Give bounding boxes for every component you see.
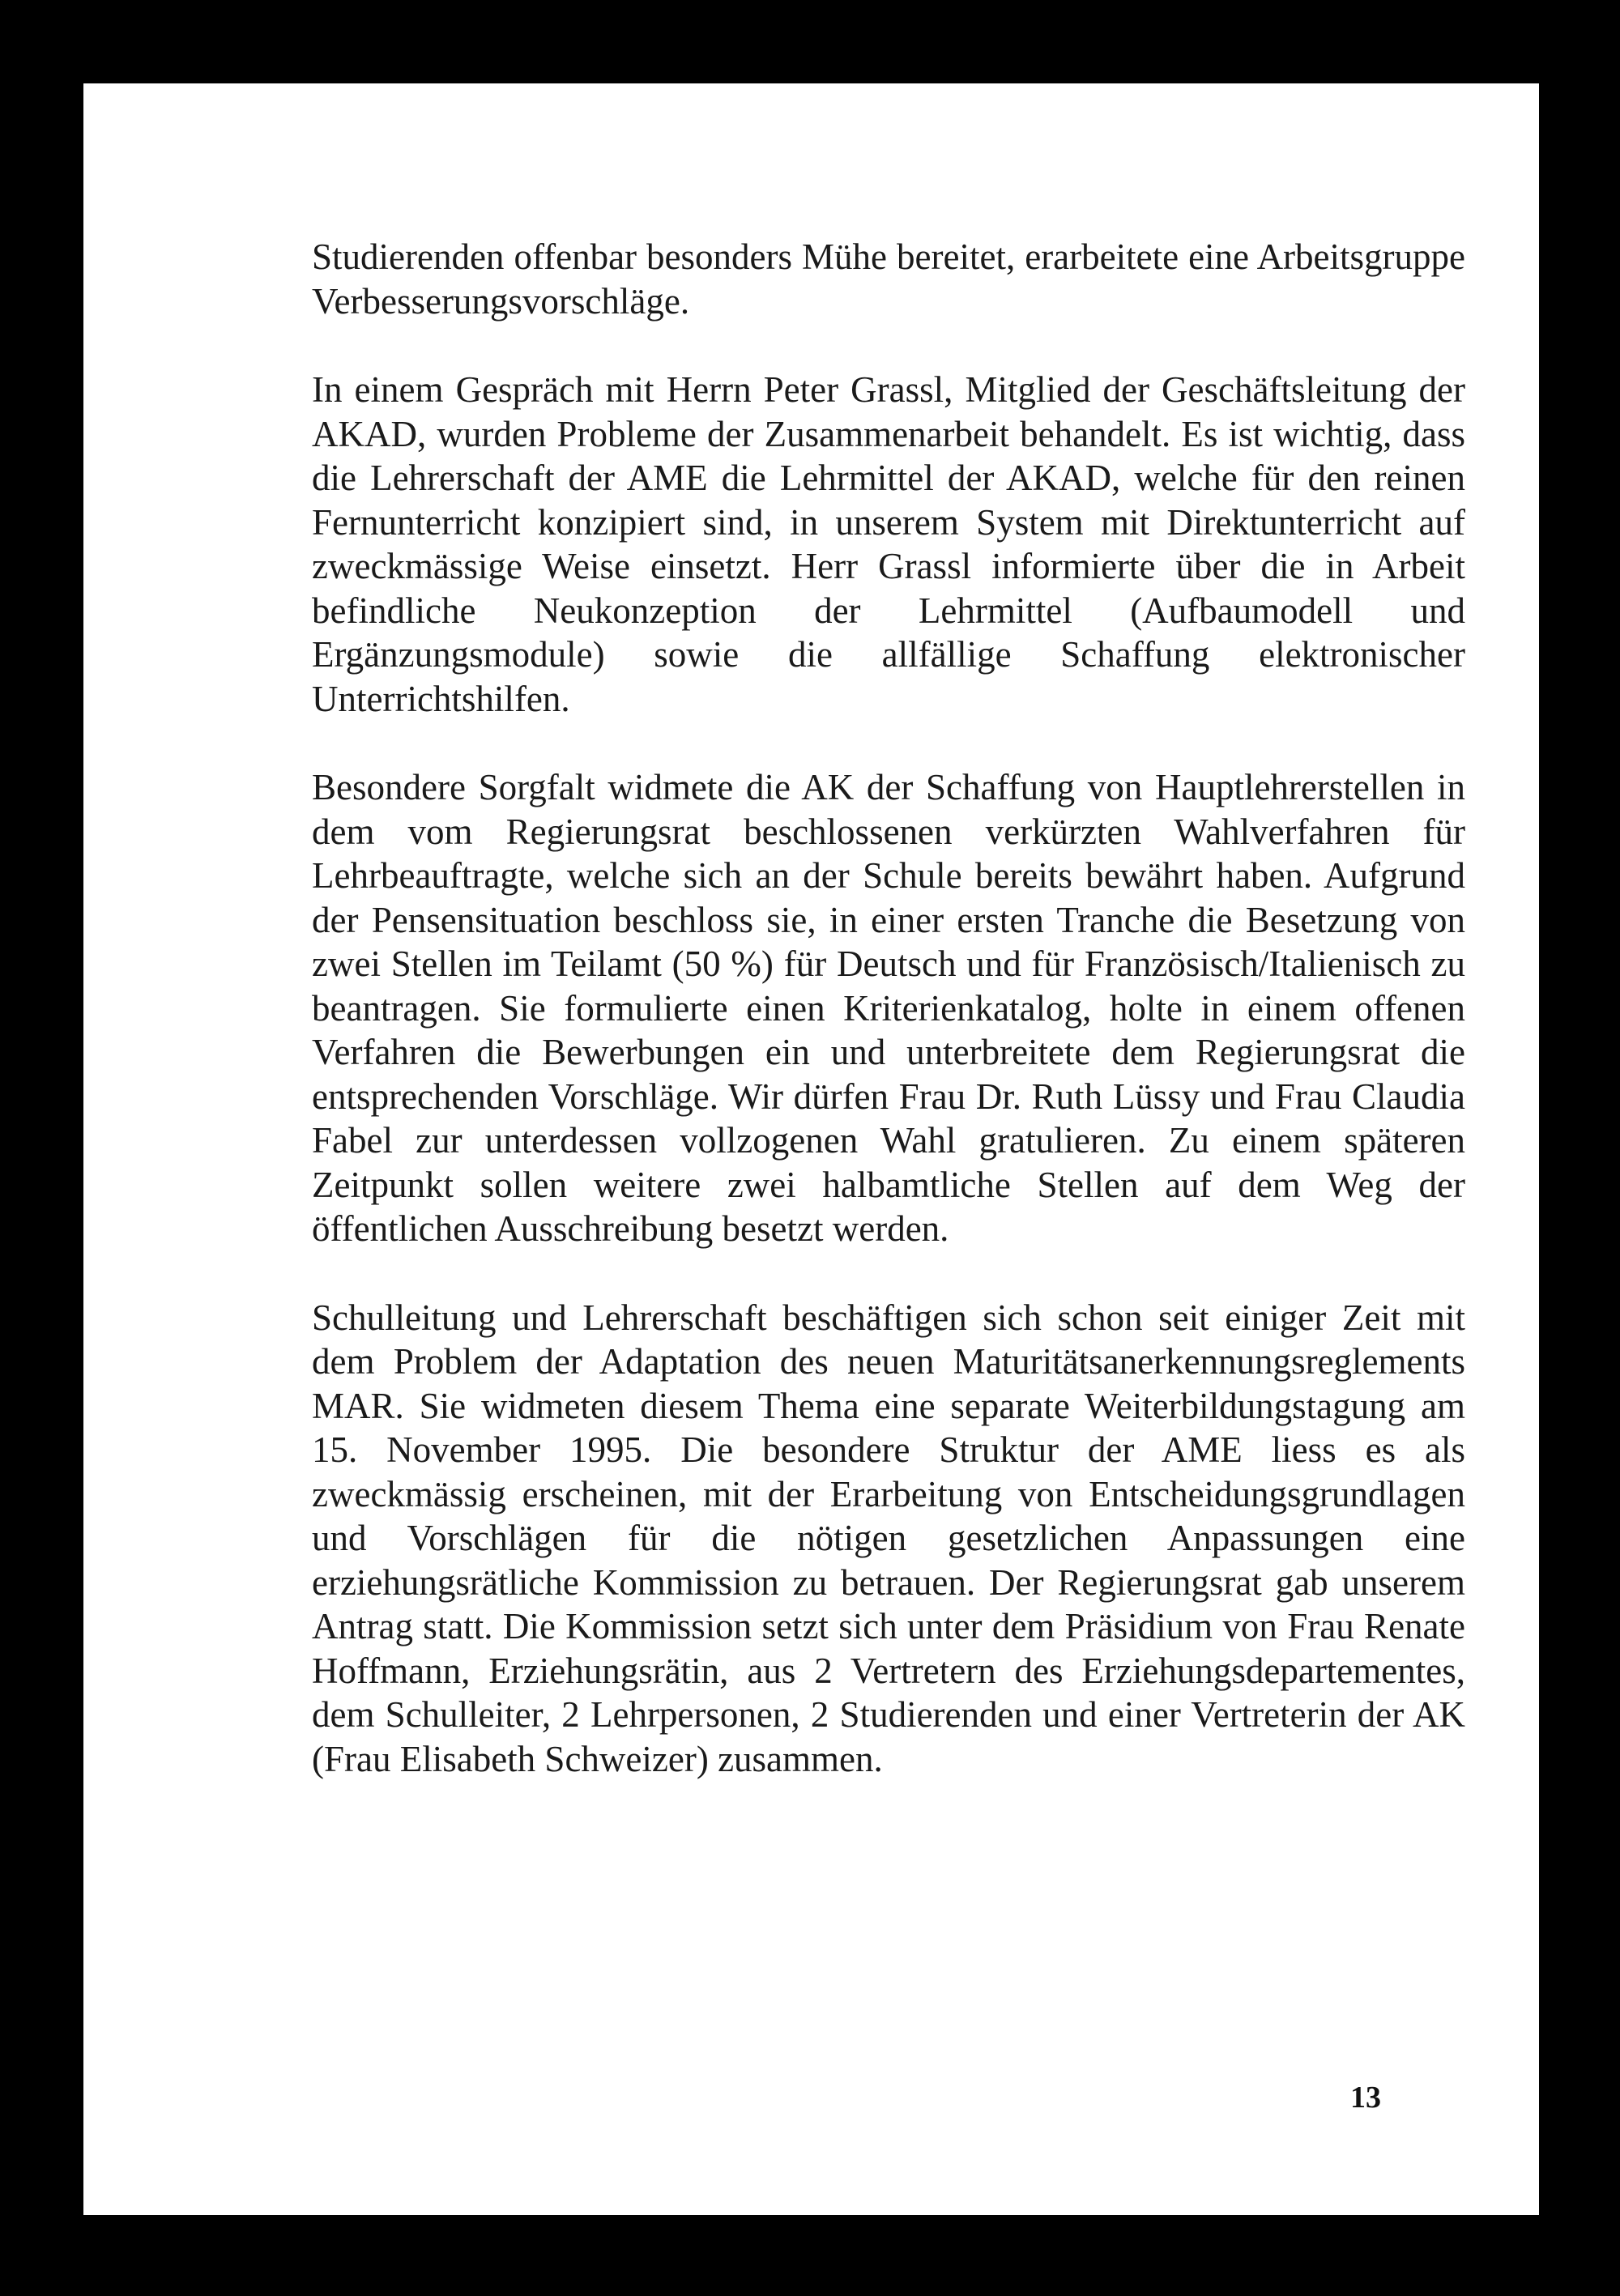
paragraph: Studierenden offenbar besonders Mühe bereitet, erarbeitete eine Arbeitsgruppe Verbesserungsvorschläge.	[312, 236, 1465, 322]
paragraph: Schulleitung und Lehrerschaft beschäftigen sich schon seit einiger Zeit mit dem Problem der Adaptation des neuen Maturitätsanerkennungsreglements MAR. Sie widmeten diesem Thema eine separate Weiterbildungstagung am 15. November 1995. Die besondere Struktur der AME liess es als zweckmässig erscheinen, mit der Erarbeitung von Entscheidungsgrundlagen und Vorschlägen für die nötigen gesetzlichen Anpassungen eine erziehungsrätliche Kommission zu betrauen. Der Regierungsrat gab unserem Antrag statt. Die Kommission setzt sich unter dem Präsidium von Frau Renate Hoffmann, Erziehungsrätin, aus 2 Vertretern des Erziehungsdepartementes, dem Schulleiter, 2 Lehrpersonen, 2 Studierenden und einer Vertreterin der AK (Frau Elisabeth Schweizer) zusammen.	[312, 1297, 1465, 1779]
document-page	[83, 83, 1539, 2215]
paragraph: Besondere Sorgfalt widmete die AK der Schaffung von Hauptlehrerstellen in dem vom Regierungsrat beschlossenen verkürzten Wahlverfahren für Lehrbeauftragte, welche sich an der Schule bereits bewährt haben. Aufgrund der Pensensituation beschloss sie, in einer ersten Tranche die Besetzung von zwei Stellen im Teilamt (50 %) für Deutsch und für Französisch/Italienisch zu beantragen. Sie formulierte einen Kriterienkatalog, holte in einem offenen Verfahren die Bewerbungen ein und unterbreitete dem Regierungsrat die entsprechenden Vorschläge. Wir dürfen Frau Dr. Ruth Lüssy und Frau Claudia Fabel zur unterdessen vollzogenen Wahl gratulieren. Zu einem späteren Zeitpunkt sollen weitere zwei halbamtliche Stellen auf dem Weg der öffentlichen Ausschreibung besetzt werden.	[312, 767, 1465, 1249]
body-text	[312, 235, 1465, 1781]
page-number: 13	[1350, 2081, 1381, 2115]
paragraph: In einem Gespräch mit Herrn Peter Grassl, Mitglied der Geschäftsleitung der AKAD, wurden Probleme der Zusammenarbeit behandelt. Es ist wichtig, dass die Lehrerschaft der AME die Lehrmittel der AKAD, welche für den reinen Fernunterricht konzipiert sind, in unserem System mit Direktunterricht auf zweckmässige Weise einsetzt. Herr Grassl informierte über die in Arbeit befindliche Neukonzeption der Lehrmittel (Aufbaumodell und Ergänzungsmodule) sowie die allfällige Schaffung elektronischer Unterrichtshilfen.	[312, 369, 1465, 719]
